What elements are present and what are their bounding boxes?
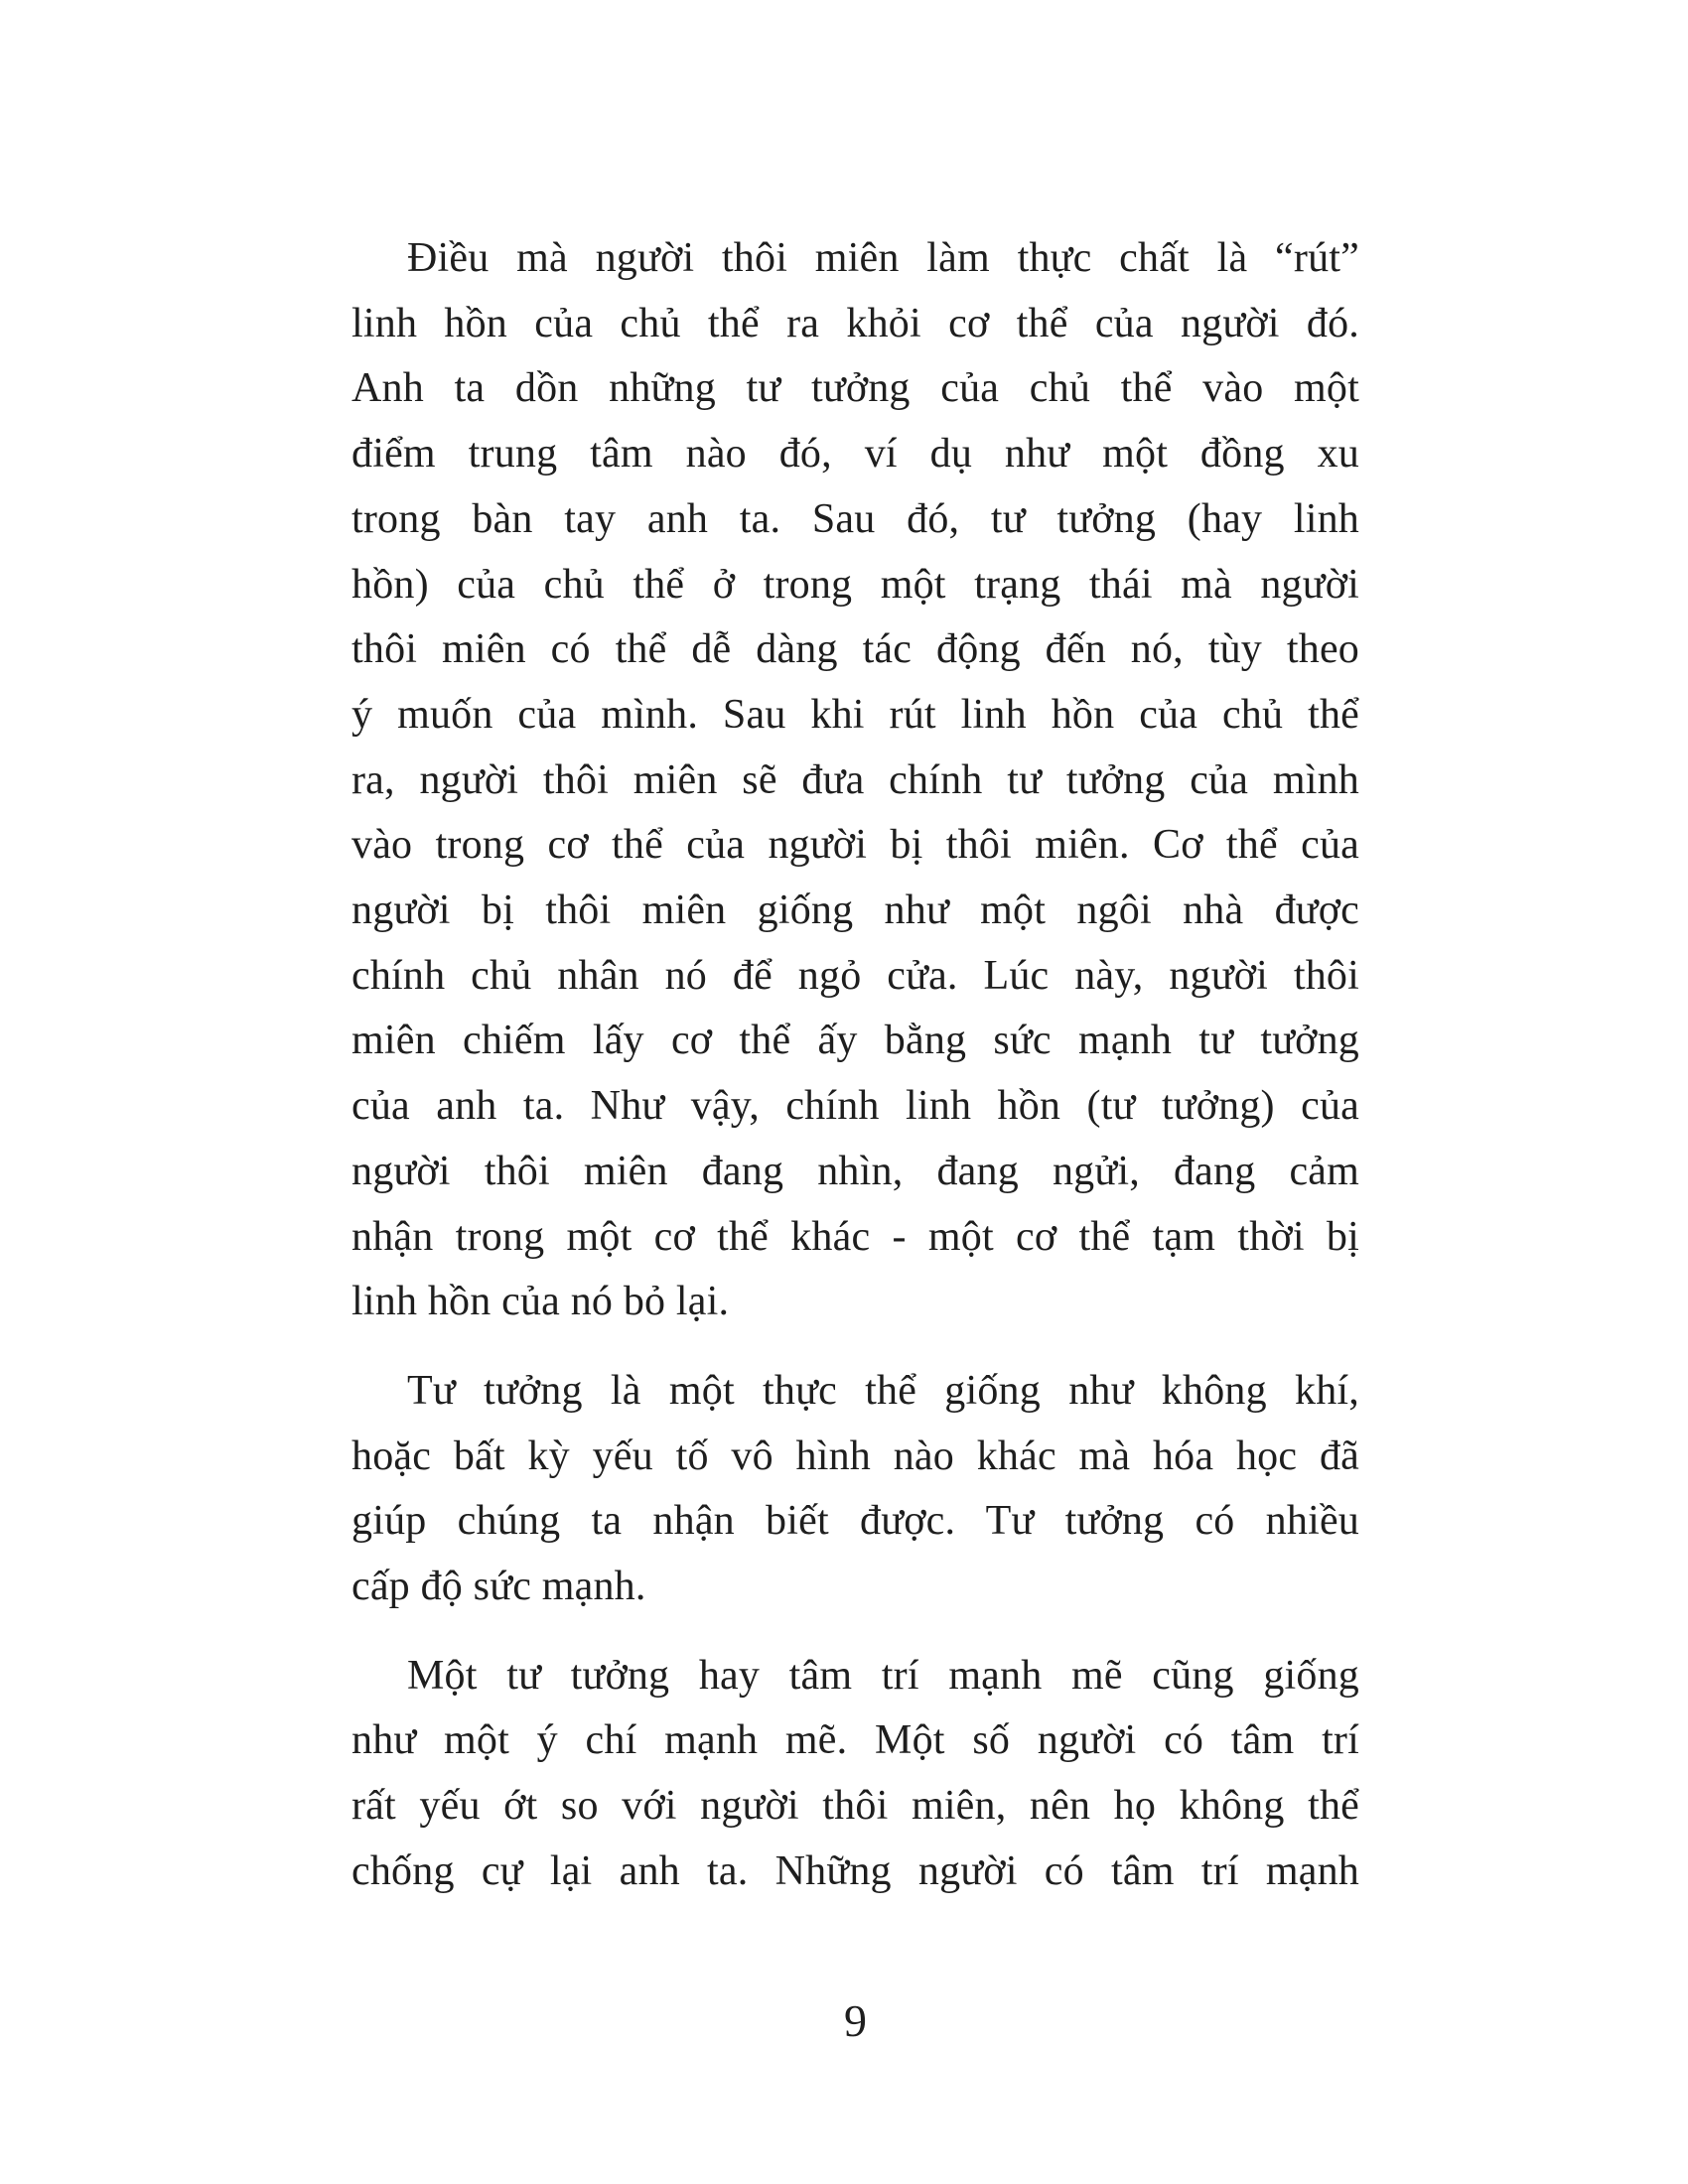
text-line: giúp chúng ta nhận biết được. Tư tưởng có nhiều [352, 1498, 1359, 1545]
text-line: nhận trong một cơ thể khác - một cơ thể tạm thời bị [352, 1213, 1359, 1260]
paragraph-2 [352, 1359, 1359, 1620]
text-line: linh hồn của nó bỏ lại. [352, 1279, 730, 1325]
text-line: ý muốn của mình. Sau khi rút linh hồn của chủ thể [352, 691, 1359, 738]
text-line: rất yếu ớt so với người thôi miên, nên họ không thể [352, 1783, 1359, 1830]
text-line: chính chủ nhân nó để ngỏ cửa. Lúc này, người thôi [352, 952, 1359, 999]
text-line: vào trong cơ thể của người bị thôi miên. Cơ thể của [352, 822, 1359, 869]
text-line: như một ý chí mạnh mẽ. Một số người có tâm trí [352, 1717, 1359, 1764]
text-line: thôi miên có thể dễ dàng tác động đến nó, tùy theo [352, 626, 1359, 673]
text-line: miên chiếm lấy cơ thể ấy bằng sức mạnh tư tưởng [352, 1018, 1359, 1064]
text-line: Một tư tưởng hay tâm trí mạnh mẽ cũng giống [407, 1652, 1359, 1699]
body-text [352, 226, 1359, 1905]
paragraph-1 [352, 226, 1359, 1335]
text-line: hoặc bất kỳ yếu tố vô hình nào khác mà hóa học đã [352, 1433, 1359, 1479]
text-line: điểm trung tâm nào đó, ví dụ như một đồng xu [352, 431, 1359, 478]
page-number: 9 [844, 1995, 867, 2046]
text-line: cấp độ sức mạnh. [352, 1564, 646, 1610]
text-line: linh hồn của chủ thể ra khỏi cơ thể của người đó. [352, 300, 1359, 346]
text-line: trong bàn tay anh ta. Sau đó, tư tưởng (hay linh [352, 495, 1359, 542]
text-line: chống cự lại anh ta. Những người có tâm trí mạnh [352, 1847, 1359, 1894]
text-line: Tư tưởng là một thực thể giống như không khí, [407, 1367, 1359, 1414]
paragraph-3 [352, 1644, 1359, 1905]
text-line: người bị thôi miên giống như một ngôi nhà được [352, 887, 1359, 934]
text-line: của anh ta. Như vậy, chính linh hồn (tư tưởng) của [352, 1083, 1359, 1130]
text-line: Anh ta dồn những tư tưởng của chủ thể vào một [352, 365, 1359, 412]
text-line: người thôi miên đang nhìn, đang ngửi, đang cảm [352, 1148, 1359, 1194]
text-line: ra, người thôi miên sẽ đưa chính tư tưởng của mình [352, 756, 1359, 803]
text-line: Điều mà người thôi miên làm thực chất là “rút” [407, 235, 1359, 281]
text-line: hồn) của chủ thể ở trong một trạng thái mà người [352, 561, 1359, 608]
